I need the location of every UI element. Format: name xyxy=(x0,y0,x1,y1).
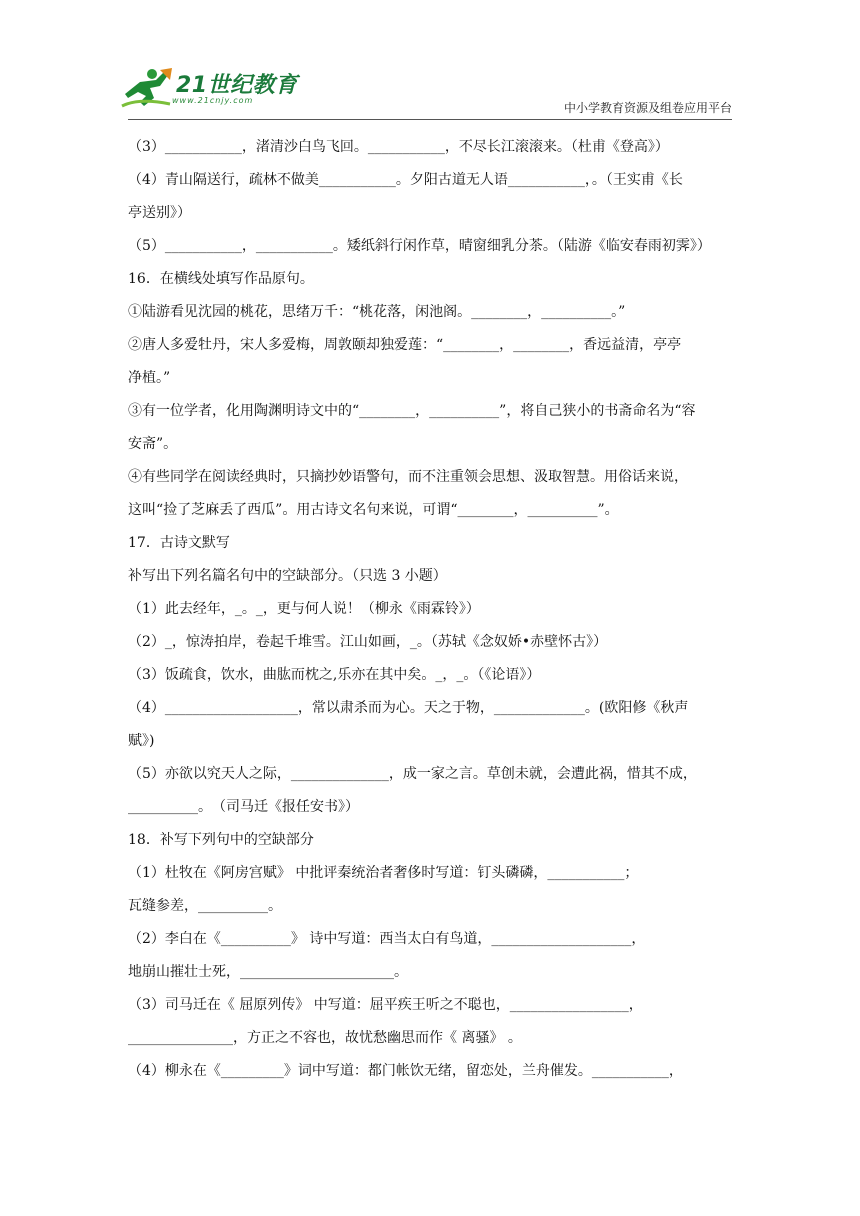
logo-text: 21世纪教育 xyxy=(176,73,298,98)
question-heading: 16．在横线处填写作品原句。 xyxy=(128,271,314,287)
text-line: 补写出下列名篇名句中的空缺部分。（只选 3 小题） xyxy=(128,568,447,584)
text-line: 亭送别》） xyxy=(128,205,191,221)
text-line: 瓦缝参差，__________。 xyxy=(128,898,282,914)
text-line: （4）柳永在《_________》词中写道：都门帐饮无绪，留恋处，兰舟催发。___________， xyxy=(128,1063,683,1079)
text-line: ③有一位学者，化用陶渊明诗文中的“________，__________”，将自己狭小的书斋命名为“容 xyxy=(128,403,696,419)
text-line: 地崩山摧壮士死，______________________。 xyxy=(128,964,408,980)
text-line: （5）亦欲以究天人之际，______________，成一家之言。草创未就，会遭此祸，惜其不成， xyxy=(128,766,697,782)
text-line: 安斋”。 xyxy=(128,436,178,452)
runner-logo-icon xyxy=(120,66,176,112)
text-line: （3）___________，渚清沙白鸟飞回。___________，不尽长江滚滚来。（杜甫《登高》） xyxy=(128,139,669,155)
text-line: （1）杜牧在《阿房宫赋》 中批评秦统治者奢侈时写道：钉头磷磷，___________； xyxy=(128,865,639,881)
platform-name: 中小学教育资源及组卷应用平台 xyxy=(563,101,732,115)
question-heading: 17．古诗文默写 xyxy=(128,535,230,551)
text-line: ④有些同学在阅读经典时，只摘抄妙语警句，而不注重领会思想、汲取智慧。用俗话来说， xyxy=(128,469,688,485)
text-line: （4）青山隔送行，疏林不做美___________。夕阳古道无人语___________，。（王实甫《长 xyxy=(128,172,683,188)
text-line: ②唐人多爱牡丹，宋人多爱梅，周敦颐却独爱莲：“________，________，香远益清，亭亭 xyxy=(128,337,682,353)
text-line: （2）_，惊涛拍岸，卷起千堆雪。江山如画，_。（苏轼《念奴娇•赤壁怀古》） xyxy=(128,634,608,650)
header-divider xyxy=(128,119,732,120)
logo-url-text: www.21cnjy.com xyxy=(172,96,254,105)
text-line: （4）___________________，常以肃杀而为心。天之于物，_____________。(欧阳修《秋声 xyxy=(128,700,689,716)
text-line: __________。 （司马迁《报任安书》） xyxy=(128,799,359,815)
text-line: ①陆游看见沈园的桃花，思绪万千：“桃花落，闲池阁。________，__________。” xyxy=(128,304,626,320)
text-line: （2）李白在《__________》 诗中写道：西当太白有鸟道，____________________， xyxy=(128,931,646,947)
logo xyxy=(120,66,300,116)
text-line: （3）司马迁在《 屈原列传》 中写道：屈平疾王听之不聪也，_________________， xyxy=(128,997,643,1013)
text-line: （3）饭疏食，饮水，曲肱而枕之,乐亦在其中矣。_，_。（《论语》） xyxy=(128,667,541,683)
question-heading: 18．补写下列句中的空缺部分 xyxy=(128,832,314,848)
text-line: 这叫“捡了芝麻丢了西瓜”。用古诗文名句来说，可谓“________，__________”。 xyxy=(128,502,619,518)
text-line: （1）此去经年，_。_，更与何人说！（柳永《雨霖铃》） xyxy=(128,601,480,617)
text-line: （5）___________，___________。矮纸斜行闲作草，晴窗细乳分茶。（陆游《临安春雨初霁》） xyxy=(128,238,711,254)
document-body xyxy=(128,138,734,1095)
text-line: 净植。” xyxy=(128,370,171,386)
page-header xyxy=(0,0,860,120)
text-line: 赋》) xyxy=(128,733,155,749)
text-line: _______________，方正之不容也，故忧愁幽思而作《 离骚》 。 xyxy=(128,1030,522,1046)
